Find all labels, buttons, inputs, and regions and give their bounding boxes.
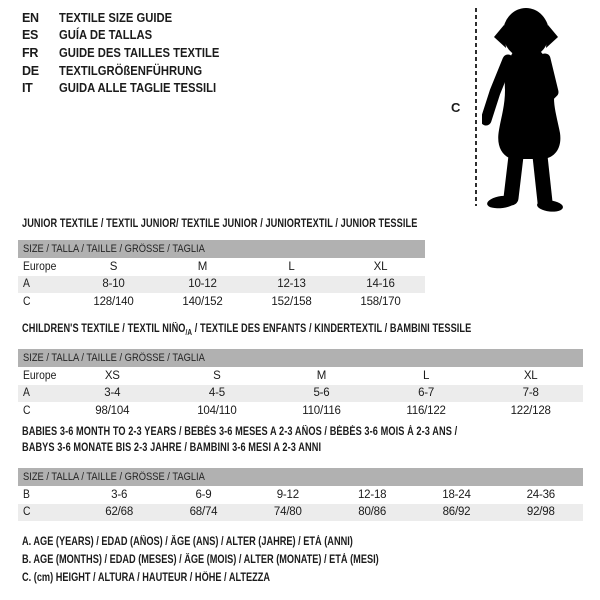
table-cell: M (316, 369, 327, 382)
footnote-a (22, 536, 468, 554)
table-cell: S (213, 369, 221, 382)
table-cell: L (422, 369, 430, 382)
size-header-bar (18, 468, 583, 486)
table-cell: 128/140 (93, 295, 134, 308)
language-label-text: GUIDA ALLE TAGLIE TESSILI (59, 81, 217, 96)
toddler-silhouette-icon (482, 6, 574, 212)
table-cell: XS (104, 369, 120, 382)
footnote-text: A. AGE (YEARS) / EDAD (AÑOS) / ÂGE (ANS) / ALTER (JAHRE) / ETÀ (ANNI) (22, 536, 353, 548)
language-code: FR (22, 45, 39, 60)
title-part: / TEXTILE DES ENFANTS / KINDERTEXTIL / BAMBINI TESSILE (192, 323, 472, 335)
table-row-a (18, 385, 583, 403)
row-label-text: A (23, 278, 30, 291)
subscript-text: /A (185, 328, 193, 337)
table-cell: 74/80 (273, 506, 302, 519)
language-code: ES (22, 28, 39, 43)
table-title-text (22, 424, 457, 440)
footnote-list (22, 536, 468, 590)
table-cell: 104/110 (197, 404, 237, 417)
table-cell: 6-9 (195, 488, 212, 501)
footnote-text: B. AGE (MONTHS) / EDAD (MESES) / ÂGE (MOIS) / ALTER (MONATE) / ETÀ (MESI) (22, 554, 379, 566)
language-row-de (22, 62, 237, 80)
table-row-europe (18, 258, 425, 276)
table-cell: 152/158 (271, 295, 312, 308)
table-row-europe (18, 367, 583, 385)
table-cell: 158/170 (360, 295, 401, 308)
table-title-line (22, 321, 583, 338)
table-title-line (22, 424, 583, 440)
table-cell: 14-16 (366, 278, 395, 291)
table-cell: 80/86 (358, 506, 387, 519)
table-title (18, 424, 583, 456)
table-row-b (18, 486, 583, 504)
size-header-label: SIZE / TALLA / TAILLE / GRÖSSE / TAGLIA (23, 471, 205, 483)
language-label (59, 11, 185, 25)
table-cell: 5-6 (313, 387, 330, 400)
table-title (18, 321, 583, 338)
table-body (18, 486, 583, 521)
row-label (18, 405, 60, 417)
table-cell: 6-7 (418, 387, 435, 400)
language-code: EN (22, 10, 39, 25)
table-cell: 3-4 (104, 387, 121, 400)
table-title-line (22, 440, 583, 456)
size-header-bar (18, 349, 583, 367)
language-label (59, 81, 234, 95)
language-label-text: TEXTILGRÖßENFÜHRUNG (59, 63, 203, 78)
table-cell: M (197, 260, 208, 273)
table-body (18, 258, 425, 311)
table-cell: 24-36 (526, 488, 556, 501)
language-label (59, 64, 218, 78)
table-cell: XL (373, 260, 388, 273)
table-cell: 98/104 (95, 404, 130, 417)
language-code: IT (22, 81, 33, 96)
table-cell: 122/128 (510, 404, 551, 417)
junior-textile-section (18, 216, 425, 311)
row-label (18, 387, 60, 399)
row-label-text: Europe (23, 260, 57, 273)
title-part: BABIES 3-6 MONTH TO 2-3 YEARS / BEBÉS 3-6 MESES A 2-3 AÑOS / BÉBÉS 3-6 MOIS À 2-3 ANS / (22, 426, 458, 438)
row-label-text: C (23, 404, 31, 417)
table-row-a (18, 276, 425, 294)
babies-textile-section (18, 424, 583, 521)
footnote-text: C. (cm) HEIGHT / ALTURA / HAUTEUR / HÖHE / ALTEZZA (22, 572, 271, 584)
row-label-text: Europe (23, 369, 57, 382)
title-part: JUNIOR TEXTILE / TEXTIL JUNIOR/ TEXTILE JUNIOR / JUNIORTEXTIL / JUNIOR TESSILE (22, 218, 418, 230)
table-cell: 116/122 (406, 404, 446, 417)
table-title-text (22, 440, 321, 456)
table-cell: 62/68 (105, 506, 134, 519)
row-label-text: C (23, 295, 31, 308)
language-label-text: GUIDE DES TAILLES TEXTILE (59, 45, 220, 60)
size-header-bar (18, 240, 425, 258)
table-cell: XL (523, 369, 538, 382)
title-part: CHILDREN'S TEXTILE / TEXTIL NIÑO (22, 323, 186, 335)
height-measure-dashed-line (475, 8, 477, 206)
language-row-it (22, 79, 237, 97)
language-row-en (22, 9, 237, 27)
table-cell: 12-13 (277, 278, 306, 291)
row-label (18, 261, 69, 273)
language-label-text: GUÍA DE TALLAS (59, 28, 153, 43)
row-label-text: A (23, 387, 30, 400)
footnote-c (22, 572, 468, 590)
table-cell: S (109, 260, 118, 273)
table-row-c (18, 402, 583, 420)
table-cell: 8-10 (102, 278, 125, 291)
size-header-label: SIZE / TALLA / TAILLE / GRÖSSE / TAGLIA (23, 243, 205, 255)
title-part: BABYS 3-6 MONATE BIS 2-3 JAHRE / BAMBINI 3-6 MESI A 2-3 ANNI (22, 442, 322, 454)
table-row-c (18, 293, 425, 311)
table-row-c (18, 504, 583, 522)
footnote-b (22, 554, 468, 572)
table-cell: 110/116 (302, 404, 341, 417)
table-cell: 10-12 (188, 278, 217, 291)
table-cell: 9-12 (276, 488, 299, 501)
language-code: DE (22, 63, 39, 78)
table-body (18, 367, 583, 420)
childrens-textile-section (18, 321, 583, 420)
table-cell: L (288, 260, 295, 273)
row-label-text: B (23, 488, 30, 501)
table-cell: 12-18 (357, 488, 387, 501)
height-measure-label: C (451, 100, 461, 115)
row-label (18, 278, 69, 290)
table-cell: 7-8 (522, 387, 539, 400)
language-label-text: TEXTILE SIZE GUIDE (59, 10, 173, 25)
row-label (18, 370, 60, 382)
language-list (22, 9, 237, 97)
table-title-text (22, 216, 417, 232)
table-cell: 18-24 (442, 488, 471, 501)
table-cell: 3-6 (111, 488, 128, 501)
table-title-line (22, 216, 425, 232)
language-label (59, 28, 162, 42)
table-cell: 86/92 (442, 506, 471, 519)
table-cell: 92/98 (526, 506, 555, 519)
language-label (59, 46, 237, 60)
row-label-text: C (23, 506, 31, 519)
language-row-es (22, 27, 237, 45)
language-row-fr (22, 44, 237, 62)
row-label (18, 506, 77, 518)
table-cell: 4-5 (208, 387, 225, 400)
table-title (18, 216, 425, 232)
table-cell: 140/152 (182, 295, 223, 308)
table-title-text (22, 321, 471, 338)
row-label (18, 296, 69, 308)
table-cell: 68/74 (189, 506, 218, 519)
size-header-label: SIZE / TALLA / TAILLE / GRÖSSE / TAGLIA (23, 352, 205, 364)
row-label (18, 489, 77, 501)
